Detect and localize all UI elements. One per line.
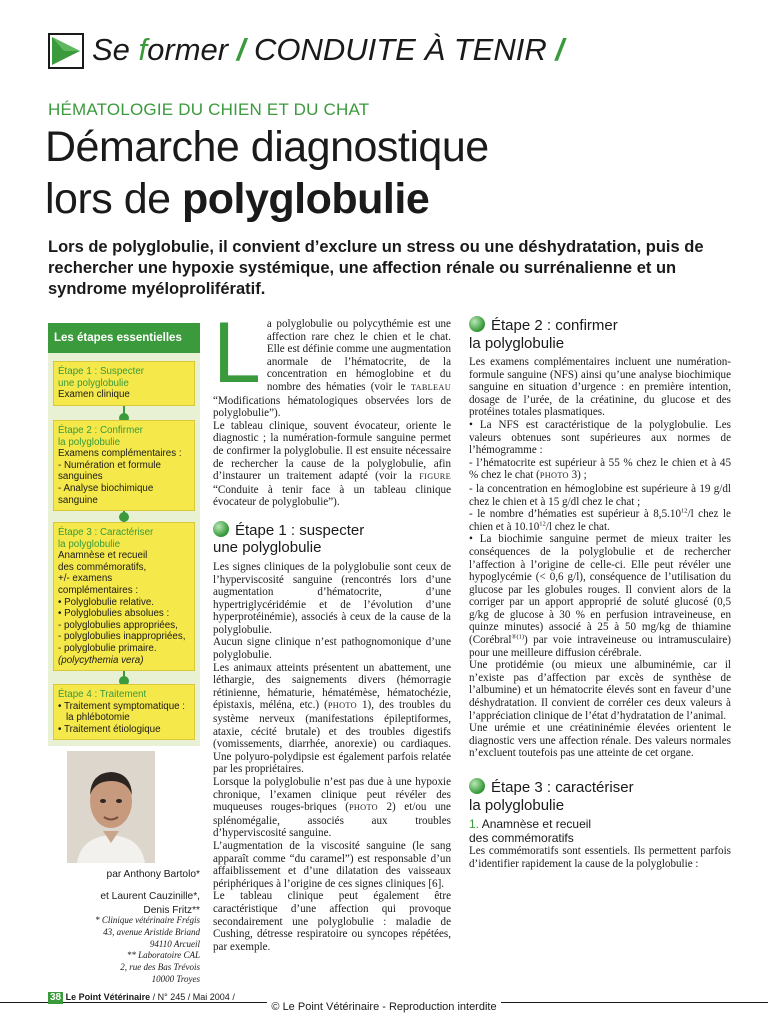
article-title-line1: Démarche diagnostique: [45, 123, 489, 171]
drop-cap: L: [213, 305, 261, 401]
logo-triangle-icon: [48, 33, 84, 69]
page-number: 38: [50, 992, 62, 1003]
body-paragraph: Les commémoratifs sont essentiels. Ils permettent parfois d’identifier rapidement la cause de la polyglobulie :: [469, 845, 731, 870]
etape-1-heading: Étape 1 : suspecter une polyglobulie: [213, 521, 365, 557]
body-paragraph: Les signes cliniques de la polyglobulie sont ceux de l’hyperviscosité sanguine (rencontrés lors d’une augmentation d’hématocrite, d’une hypertriglycéridémie et de l’évolution d’une hyperprotéinémie), associés à ceux de la cause de la polyglobulie.: [213, 560, 451, 636]
intro-paragraph: La polyglobulie ou polycythémie est une affection rare chez le chien et le chat. Elle est définie comme une augmentation anormale de l’hématocrite, de la concentration en hémoglobine et du nombre des hématies (voir le TABLEAU “Modifications hématologiques observées lors de polyglobulie”).: [213, 305, 451, 420]
body-paragraph: - la concentration en hémoglobine est supérieure à 19 g/dl chez le chien et à 15 g/dl chez le chat ;: [469, 482, 731, 508]
body-paragraph: • La biochimie sanguine permet de mieux traiter les conséquences de la polyglobulie et de rechercher l’affection à l’origine de celle-ci. Elle peut révéler une hypoglycémie (< 0,6 g/l), conséquence de l’utilisation du glucose par les globules rouges. Il convient alors de la corriger par un apport approprié de soluté glucosé (0,5 g/kg de glucose à 30 % en perfusion intraveineuse, en quinze minutes) associé à 25 à 50 mg/kg de thiamine (Corébral$^{®(1)}$) par voie intraveineuse ou intramusculaire) pour une meilleure diffusion cérébrale.: [469, 533, 731, 659]
author-credits: par Anthony Bartolo* et Laurent Cauzinille*, Denis Fritz**: [100, 869, 200, 916]
copyright-notice: © Le Point Vétérinaire - Reproduction interdite: [0, 1000, 768, 1014]
subsection-heading: 1. Anamnèse et recueil des commémoratifs: [469, 817, 592, 845]
body-paragraph: Le tableau clinique peut également être caractéristique d’une affection qui provoque secondairement une polyglobulie : maladie de Cushing, détresse respiratoire ou syncopes répétées, par exemple.: [213, 890, 451, 953]
body-column-2: [469, 316, 731, 870]
body-paragraph: Les examens complémentaires incluent une numération-formule sanguine (NFS) ainsi qu’une analyse biochimique sanguine en situation d’urgence : en première intention, dosage de l’urée, de la créatinine, du glucose et des protéines totales plasmatiques.: [469, 356, 731, 419]
body-paragraph: Le tableau clinique, souvent évocateur, oriente le diagnostic ; la numération-formule sanguine permet de confirmer la polyglobulie. Il est ensuite nécessaire de rechercher la cause de la polyglobulie, afin d’instaurer un traitement adapté (voir la FIGURE “Conduite à tenir face à un tableau clinique évocateur de polyglobulie”).: [213, 419, 451, 509]
article-kicker: HÉMATOLOGIE DU CHIEN ET DU CHAT: [48, 100, 370, 119]
author-photo: [67, 751, 155, 863]
sidebar-step-1: Étape 1 : Suspecter une polyglobulie Examen clinique: [53, 361, 195, 406]
article-title-line2: lors de polyglobulie: [45, 175, 430, 223]
article-lead: Lors de polyglobulie, il convient d’exclure un stress ou une déshydratation, puis de rechercher une hypoxie systémique, une affection rénale ou surrénalienne et un syndrome myéloprolifératif.: [48, 238, 704, 298]
step-connector-dot: [119, 512, 129, 522]
body-paragraph: Lorsque la polyglobulie n’est pas due à une hypoxie chronique, l’examen clinique peut révéler des muqueuses rouges-briques (PHOTO 2) et/ou une splénomégalie, associés aux troubles d’hyperviscosité sanguine.: [213, 776, 451, 840]
step-bullet-icon: [213, 521, 229, 537]
body-paragraph: Les animaux atteints présentent un abattement, une léthargie, des saignements divers (hémorragie rétinienne, hématurie, hématémèse, hématochézie, épistaxis, méléna, etc.) (PHOTO 1), des troubles du système nerveux (manifestations épileptiformes, ataxie, cécité brutale) et des troubles digestifs (vomissements, diarrhée, anorexie) ou cardiaques. Une polyuro-polydipsie est également parfois relatée par les propriétaires.: [213, 661, 451, 776]
step-bullet-icon: [469, 778, 485, 794]
etape-2-heading: Étape 2 : confirmer la polyglobulie: [469, 317, 618, 352]
step-bullet-icon: [469, 316, 485, 332]
body-paragraph: - le nombre d’hématies est supérieur à 8,5.10$^{12}$/l chez le chien et à 10.10$^{12}$/l chez le chat.: [469, 507, 731, 533]
sidebar-step-2: Étape 2 : Confirmer la polyglobulie Examens complémentaires : - Numération et formule sanguines - Analyse biochimique sanguine: [53, 420, 195, 511]
body-paragraph: L’augmentation de la viscosité sanguine (le sang apparaît comme “du caramel”) est responsable d’un affaiblissement et d’une dilatation des vaisseaux périphériques à l’origine de ces signes cliniques [6].: [213, 839, 451, 890]
section-header: Se former / CONDUITE À TENIR /: [92, 32, 564, 67]
body-paragraph: - l’hématocrite est supérieur à 55 % chez le chien et à 45 % chez le chat (PHOTO 3) ;: [469, 456, 731, 482]
etape-3-heading: Étape 3 : caractériser la polyglobulie: [469, 779, 634, 814]
author-affiliations: * Clinique vétérinaire Frégis 43, avenue Aristide Briand 94110 Arcueil ** Laboratoire CAL 2, rue des Bas Trévois 10000 Troyes: [95, 915, 200, 984]
sidebar-heading: Les étapes essentielles: [48, 323, 200, 353]
page-footer: 38 Le Point Vétérinaire / N° 245 / Mai 2004 /: [50, 992, 235, 1003]
sidebar-step-3: Étape 3 : Caractériser la polyglobulie Anamnèse et recueil des commémoratifs, +/- examens complémentaires : • Polyglobulie relative. • Polyglobulies absolues : - polyglobulies appropriées, - polyglobulies inappropriées, - polyglobulie primaire. (polycythemia vera): [53, 522, 195, 671]
body-paragraph: Une protidémie (ou mieux une albuminémie, car il n’existe pas d’affection par excès de synthèse de l’albumine) et un hématocrite élevés sont en faveur d’une déshydratation. Il convient de corréler ces deux valeurs à l’appréciation clinique de l’état d’hydratation de l’animal.: [469, 659, 731, 722]
body-paragraph: Une urémie et une créatininémie élevées orientent le diagnostic vers une affection rénale. Des valeurs normales n’excluent toutefois pas une atteinte de cet organe.: [469, 722, 731, 760]
body-paragraph: • La NFS est caractéristique de la polyglobulie. Les valeurs obtenues sont supérieures aux normes de l’hémogramme :: [469, 418, 731, 457]
body-paragraph: Aucun signe clinique n’est pathognomonique d’une polyglobulie.: [213, 636, 451, 662]
sidebar-step-4: Étape 4 : Traitement • Traitement symptomatique : la phlébotomie • Traitement étiologique: [53, 684, 195, 740]
body-column-1: [213, 305, 451, 953]
